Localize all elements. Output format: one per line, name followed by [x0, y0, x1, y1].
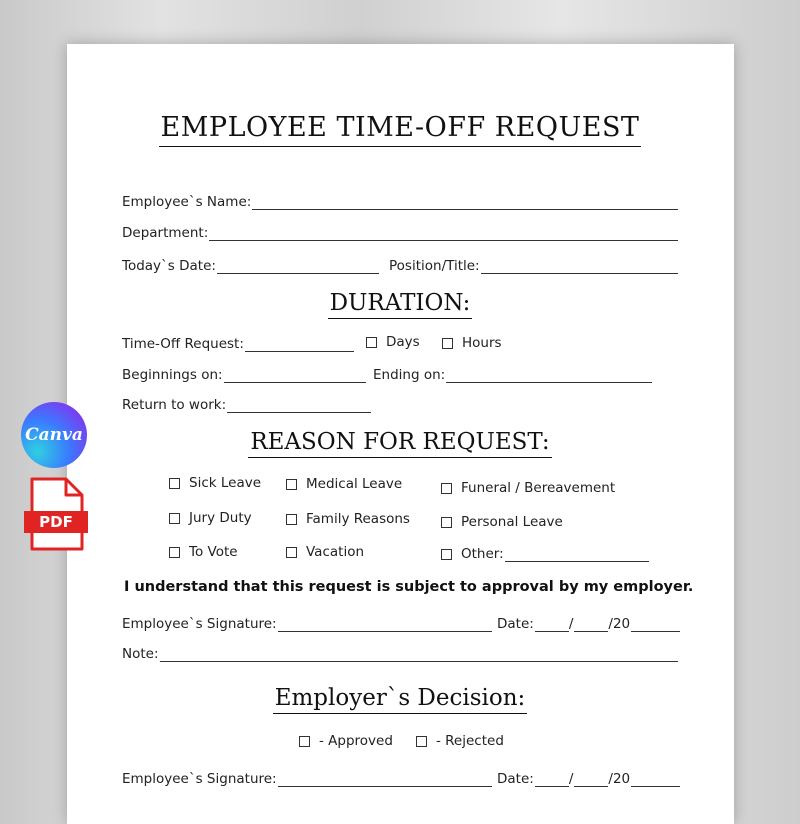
signature-date-year-line[interactable]: [631, 618, 680, 632]
employee-name-field[interactable]: [122, 190, 678, 210]
decision-date-month-line[interactable]: [535, 773, 569, 787]
duration-heading: DURATION:: [0, 290, 800, 319]
rejected-checkbox[interactable]: [416, 733, 504, 749]
time-off-request-field[interactable]: [122, 332, 354, 352]
family-reasons-label: Family Reasons: [306, 511, 410, 527]
personal-leave-checkbox[interactable]: [441, 514, 563, 530]
medical-leave-checkbox[interactable]: [286, 476, 402, 492]
position-title-label: Position/Title:: [389, 258, 480, 274]
vacation-checkbox[interactable]: [286, 544, 364, 560]
other-label: Other:: [461, 546, 504, 562]
jury-duty-label: Jury Duty: [189, 510, 252, 526]
decision-signature-line[interactable]: [278, 773, 492, 787]
beginnings-on-line[interactable]: [224, 369, 366, 383]
todays-date-line[interactable]: [217, 260, 379, 274]
decision-date-sep: /: [568, 771, 574, 787]
time-off-request-line[interactable]: [245, 338, 354, 352]
todays-date-label: Today`s Date:: [122, 258, 216, 274]
form-title: EMPLOYEE TIME-OFF REQUEST: [0, 112, 800, 147]
days-checkbox-box[interactable]: [366, 337, 377, 348]
personal-leave-label: Personal Leave: [461, 514, 563, 530]
beginnings-on-field[interactable]: [122, 363, 366, 383]
days-label: Days: [386, 334, 420, 350]
hours-checkbox-box[interactable]: [442, 338, 453, 349]
pdf-label: PDF: [39, 513, 73, 531]
jury-duty-checkbox[interactable]: [169, 510, 252, 526]
department-field[interactable]: [122, 221, 678, 241]
other-checkbox[interactable]: [441, 546, 649, 562]
other-line[interactable]: [505, 548, 649, 562]
employee-signature-label: Employee`s Signature:: [122, 616, 277, 632]
employee-signature-line[interactable]: [278, 618, 492, 632]
hours-label: Hours: [462, 335, 502, 351]
approved-box[interactable]: [299, 736, 310, 747]
beginnings-on-label: Beginnings on:: [122, 367, 223, 383]
sick-leave-checkbox[interactable]: [169, 475, 261, 491]
family-reasons-checkbox[interactable]: [286, 511, 410, 527]
signature-date-year: /20: [608, 616, 631, 632]
employee-name-label: Employee`s Name:: [122, 194, 252, 210]
return-to-work-line[interactable]: [227, 399, 371, 413]
days-checkbox[interactable]: [366, 334, 420, 350]
canva-logo: [21, 402, 87, 468]
return-to-work-label: Return to work:: [122, 397, 227, 413]
sick-leave-box[interactable]: [169, 478, 180, 489]
department-label: Department:: [122, 225, 209, 241]
rejected-box[interactable]: [416, 736, 427, 747]
vacation-box[interactable]: [286, 547, 297, 558]
decision-date-year: /20: [608, 771, 631, 787]
signature-date-day-line[interactable]: [574, 618, 608, 632]
jury-duty-box[interactable]: [169, 513, 180, 524]
family-reasons-box[interactable]: [286, 514, 297, 525]
funeral-label: Funeral / Bereavement: [461, 480, 616, 496]
ending-on-line[interactable]: [446, 369, 652, 383]
signature-date-label: Date:: [497, 616, 534, 632]
decision-signature-field[interactable]: [122, 767, 492, 787]
approved-label: - Approved: [319, 733, 393, 749]
reason-heading: REASON FOR REQUEST:: [0, 429, 800, 458]
employer-decision-heading: Employer`s Decision:: [0, 685, 800, 714]
todays-date-field[interactable]: [122, 254, 379, 274]
to-vote-box[interactable]: [169, 547, 180, 558]
signature-date-field[interactable]: [497, 612, 680, 632]
pdf-file-icon: [24, 477, 88, 551]
ending-on-label: Ending on:: [373, 367, 446, 383]
decision-signature-label: Employee`s Signature:: [122, 771, 277, 787]
employee-signature-field[interactable]: [122, 612, 492, 632]
time-off-request-label: Time-Off Request:: [122, 336, 244, 352]
return-to-work-field[interactable]: [122, 393, 371, 413]
vacation-label: Vacation: [306, 544, 365, 560]
signature-date-month-line[interactable]: [535, 618, 569, 632]
funeral-box[interactable]: [441, 483, 452, 494]
note-field[interactable]: [122, 642, 678, 662]
note-label: Note:: [122, 646, 159, 662]
sick-leave-label: Sick Leave: [189, 475, 262, 491]
decision-date-label: Date:: [497, 771, 534, 787]
decision-date-day-line[interactable]: [574, 773, 608, 787]
rejected-label: - Rejected: [436, 733, 504, 749]
funeral-checkbox[interactable]: [441, 480, 615, 496]
medical-leave-box[interactable]: [286, 479, 297, 490]
position-title-field[interactable]: [389, 254, 678, 274]
signature-date-sep: /: [568, 616, 574, 632]
department-line[interactable]: [209, 227, 678, 241]
employee-name-line[interactable]: [252, 196, 678, 210]
to-vote-label: To Vote: [189, 544, 238, 560]
approved-checkbox[interactable]: [299, 733, 393, 749]
decision-date-year-line[interactable]: [631, 773, 680, 787]
canva-logo-text: Canva: [25, 425, 83, 445]
position-title-line[interactable]: [481, 260, 678, 274]
hours-checkbox[interactable]: [442, 335, 502, 351]
decision-date-field[interactable]: [497, 767, 680, 787]
note-line[interactable]: [160, 648, 678, 662]
personal-leave-box[interactable]: [441, 517, 452, 528]
other-box[interactable]: [441, 549, 452, 560]
medical-leave-label: Medical Leave: [306, 476, 403, 492]
approval-statement: I understand that this request is subject to approval by my employer.: [124, 579, 694, 595]
to-vote-checkbox[interactable]: [169, 544, 238, 560]
ending-on-field[interactable]: [373, 363, 652, 383]
